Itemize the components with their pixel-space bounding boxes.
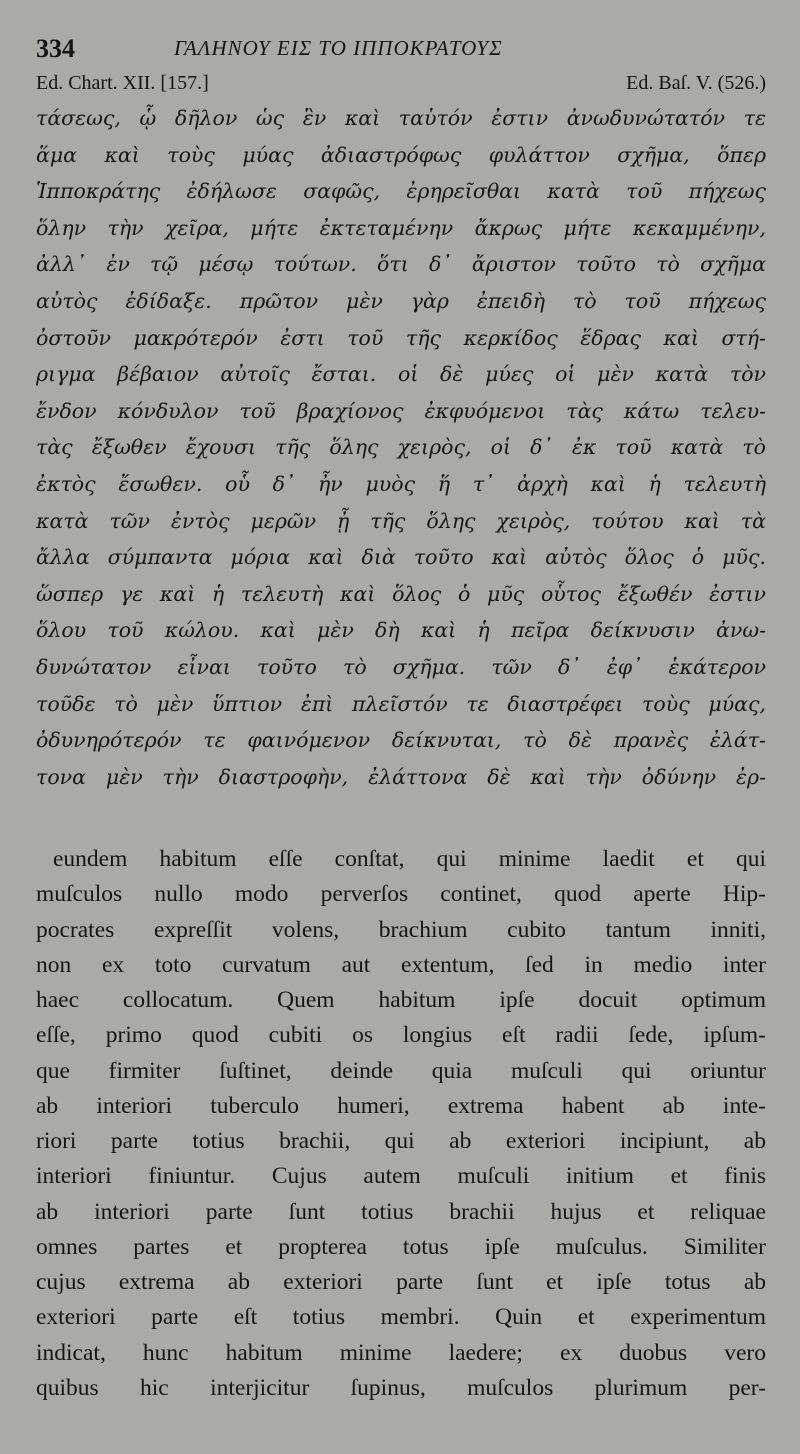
greek-text-line: ὅλην τὴν χεῖρα, μήτε ἐκτεταμένην ἄκρως μήτε κεκαμμένην, (36, 215, 766, 240)
latin-text-line: eundem habitum eſſe conſtat, qui minime laedit et qui (53, 846, 766, 872)
running-title: ΓΑΛΗΝΟΥ ΕΙΣ ΤΟ ΙΠΠΟΚΡΑΤΟΥΣ (174, 36, 503, 60)
greek-text-line: ριγμα βέβαιον αὐτοῖς ἔσται. οἱ δὲ μύες οἱ μὲν κατὰ τὸν (36, 362, 766, 387)
latin-text-line: cujus extrema ab exteriori parte ſunt et ipſe totus ab (36, 1269, 766, 1295)
latin-text-block (36, 842, 766, 1406)
edition-basel: Ed. Baſ. V. (526.) (626, 72, 766, 94)
greek-text-line: ὀδυνηρότερόν τε φαινόμενον δείκνυται, τὸ δὲ πρανὲς ἐλάτ- (36, 728, 766, 753)
greek-text-block (36, 100, 766, 795)
edition-references (36, 72, 766, 102)
edition-chartier: Ed. Chart. XII. [157.] (36, 72, 209, 94)
latin-text-line: interiori finiuntur. Cujus autem muſculi initium et finis (36, 1163, 766, 1190)
greek-text-line: ἅμα καὶ τοὺς μύας ἀδιαστρόφως φυλάττον σχῆμα, ὅπερ (36, 142, 766, 167)
latin-text-line: eſſe, primo quod cubiti os longius eſt radii ſede, ipſum- (36, 1022, 766, 1049)
greek-text-line: ἄλλα σύμπαντα μόρια καὶ διὰ τοῦτο καὶ αὐτὸς ὅλος ὁ μῦς. (36, 545, 766, 570)
greek-text-line: αὐτὸς ἐδίδαξε. πρῶτον μὲν γὰρ ἐπειδὴ τὸ τοῦ πήχεως (36, 288, 766, 313)
greek-text-line: τονα μὲν τὴν διαστροφὴν, ἐλάττονα δὲ καὶ τὴν ὀδύνην ἐρ- (36, 764, 766, 789)
greek-text-line: δυνώτατον εἶναι τοῦτο τὸ σχῆμα. τῶν δ᾽ ἐφ᾽ ἑκάτερον (36, 654, 766, 679)
page-header (36, 30, 766, 70)
page-number: 334 (36, 34, 75, 63)
greek-text-line: ἐκτὸς ἔσωθεν. οὗ δ᾽ ἦν μυὸς ἥ τ᾽ ἀρχὴ καὶ ἡ τελευτὴ (36, 471, 766, 496)
latin-text-line: indicat, hunc habitum minime laedere; ex duobus vero (36, 1339, 766, 1366)
latin-text-line: riori parte totius brachii, qui ab exteriori incipiunt, ab (36, 1128, 766, 1154)
greek-text-line: τὰς ἔξωθεν ἔχουσι τῆς ὅλης χειρὸς, οἱ δ᾽ ἐκ τοῦ κατὰ τὸ (36, 435, 766, 460)
latin-text-line: haec collocatum. Quem habitum ipſe docuit optimum (36, 987, 766, 1013)
greek-text-line: τάσεως, ᾧ δῆλον ὡς ἓν καὶ ταὐτόν ἐστιν ἀνωδυνώτατόν τε (36, 106, 766, 130)
latin-text-line: ab interiori parte ſunt totius brachii hujus et reliquae (36, 1198, 766, 1225)
latin-text-line: omnes partes et propterea totus ipſe muſculus. Similiter (36, 1233, 766, 1260)
latin-text-line: ab interiori tuberculo humeri, extrema habent ab inte- (36, 1092, 766, 1119)
greek-text-line: ἔνδον κόνδυλον τοῦ βραχίονος ἐκφυόμενοι τὰς κάτω τελευ- (36, 398, 766, 423)
greek-text-line: Ἱπποκράτης ἐδήλωσε σαφῶς, ἐρηρεῖσθαι κατὰ τοῦ πήχεως (36, 179, 766, 204)
greek-text-line: τοῦδε τὸ μὲν ὕπτιον ἐπὶ πλεῖστόν τε διαστρέφει τοὺς μύας, (36, 691, 766, 716)
greek-text-line: ὀστοῦν μακρότερόν ἐστι τοῦ τῆς κερκίδος ἕδρας καὶ στή- (36, 325, 766, 350)
greek-text-line: κατὰ τῶν ἐντὸς μερῶν ᾖ τῆς ὅλης χειρὸς, τούτου καὶ τὰ (36, 508, 766, 533)
latin-text-line: muſculos nullo modo perverſos continet, quod aperte Hip- (36, 881, 766, 908)
latin-text-line: pocrates expreſſit volens, brachium cubito tantum inniti, (36, 916, 766, 943)
greek-text-line: ὅλου τοῦ κώλου. καὶ μὲν δὴ καὶ ἡ πεῖρα δείκνυσιν ἀνω- (36, 618, 766, 643)
latin-text-line: quibus hic interjicitur ſupinus, muſculos plurimum per- (36, 1374, 766, 1401)
greek-text-line: ἀλλ᾽ ἐν τῷ μέσῳ τούτων. ὅτι δ᾽ ἄριστον τοῦτο τὸ σχῆμα (36, 252, 766, 277)
greek-text-line: ὥσπερ γε καὶ ἡ τελευτὴ καὶ ὅλος ὁ μῦς οὗτος ἔξωθέν ἐστιν (36, 581, 766, 606)
latin-text-line: non ex toto curvatum aut extentum, ſed in medio inter (36, 951, 766, 978)
latin-text-line: exteriori parte eſt totius membri. Quin et experimentum (36, 1304, 766, 1331)
latin-text-line: que firmiter ſuſtinet, deinde quia muſculi qui oriuntur (36, 1057, 766, 1084)
